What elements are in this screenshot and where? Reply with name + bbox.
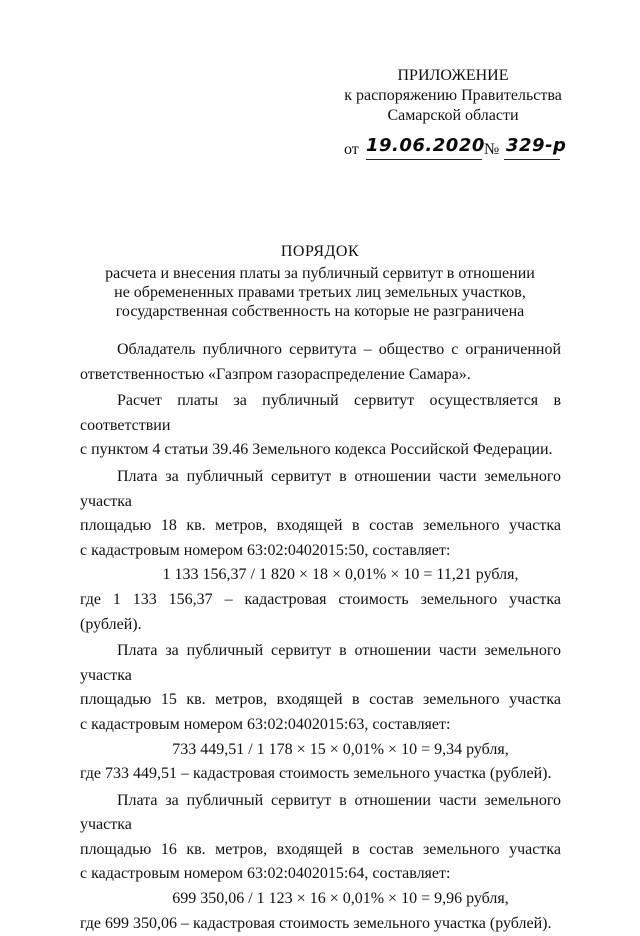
- plot-1-line-2: площадью 18 кв. метров, входящей в состав земельного участка: [80, 517, 561, 535]
- appendix-title: ПРИЛОЖЕНИЕ: [397, 67, 509, 84]
- plot-3-line-1: Плата за публичный сервитут в отношении части земельного участка: [80, 791, 561, 834]
- plot-2-line-3: с кадастровым номером 63:02:0402015:63, составляет:: [80, 715, 451, 733]
- plot-3-line-2: площадью 16 кв. метров, входящей в состав земельного участка: [80, 840, 561, 858]
- plot-2-line-2: площадью 15 кв. метров, входящей в состав земельного участка: [80, 691, 561, 709]
- plot-3-formula: 699 350,06 / 1 123 × 16 × 0,01% × 10 = 9,96 рубля,: [172, 890, 509, 908]
- title-heading: ПОРЯДОК: [280, 243, 360, 260]
- plot-2-line-1: Плата за публичный сервитут в отношении части земельного участка: [80, 642, 561, 684]
- paragraph-plot-2: [80, 639, 561, 737]
- plot-2-formula: 733 449,51 / 1 178 × 15 × 0,01% × 10 = 9,34 рубля,: [172, 740, 509, 758]
- basis-line-1: Расчет платы за публичный сервитут осуществляется в соответствии: [80, 392, 561, 434]
- paragraph-plot-3: [80, 789, 561, 887]
- holder-line-2: ответственностью «Газпром газораспределение Самара».: [80, 365, 471, 383]
- plot-3-note: где 699 350,06 – кадастровая стоимость земельного участка (рублей).: [80, 914, 552, 932]
- appendix-line-3: Самарской области: [387, 107, 519, 124]
- from-label: от: [344, 141, 359, 158]
- title-line-1: расчета и внесения платы за публичный сервитут в отношении: [105, 265, 535, 282]
- handwritten-number: 329-р: [506, 135, 567, 156]
- paragraph-holder: [80, 338, 561, 387]
- title-line-2: не обремененных правами третьих лиц земельных участков,: [114, 284, 526, 301]
- basis-line-2: с пунктом 4 статьи 39.46 Земельного кодекса Российской Федерации.: [80, 441, 553, 459]
- appendix-line-2: к распоряжению Правительства: [344, 87, 562, 104]
- plot-3-line-3: с кадастровым номером 63:02:0402015:64, составляет:: [80, 865, 451, 883]
- order-reference: [344, 136, 584, 162]
- document-title: [80, 242, 560, 321]
- appendix-header: [338, 66, 568, 126]
- plot-1-line-3: с кадастровым номером 63:02:0402015:50, составляет:: [80, 541, 451, 559]
- plot-1-formula: 1 133 156,37 / 1 820 × 18 × 0,01% × 10 = 11,21 рубля,: [162, 566, 519, 584]
- number-underline: [504, 159, 560, 160]
- paragraph-plot-1: [80, 465, 561, 563]
- plot-1-note: где 1 133 156,37 – кадастровая стоимость земельного участка (рублей).: [80, 590, 561, 633]
- holder-line-1: Обладатель публичного сервитута – общество с ограниченной: [117, 341, 561, 358]
- plot-2-note: где 733 449,51 – кадастровая стоимость земельного участка (рублей).: [80, 765, 552, 783]
- paragraph-basis: [80, 389, 561, 463]
- number-label: №: [484, 141, 500, 158]
- document-body: [80, 338, 561, 936]
- handwritten-date: 19.06.2020: [366, 135, 485, 156]
- date-underline: [366, 159, 482, 160]
- plot-1-line-1: Плата за публичный сервитут в отношении части земельного участка: [80, 467, 561, 510]
- title-line-3: государственная собственность на которые не разграничена: [115, 303, 525, 320]
